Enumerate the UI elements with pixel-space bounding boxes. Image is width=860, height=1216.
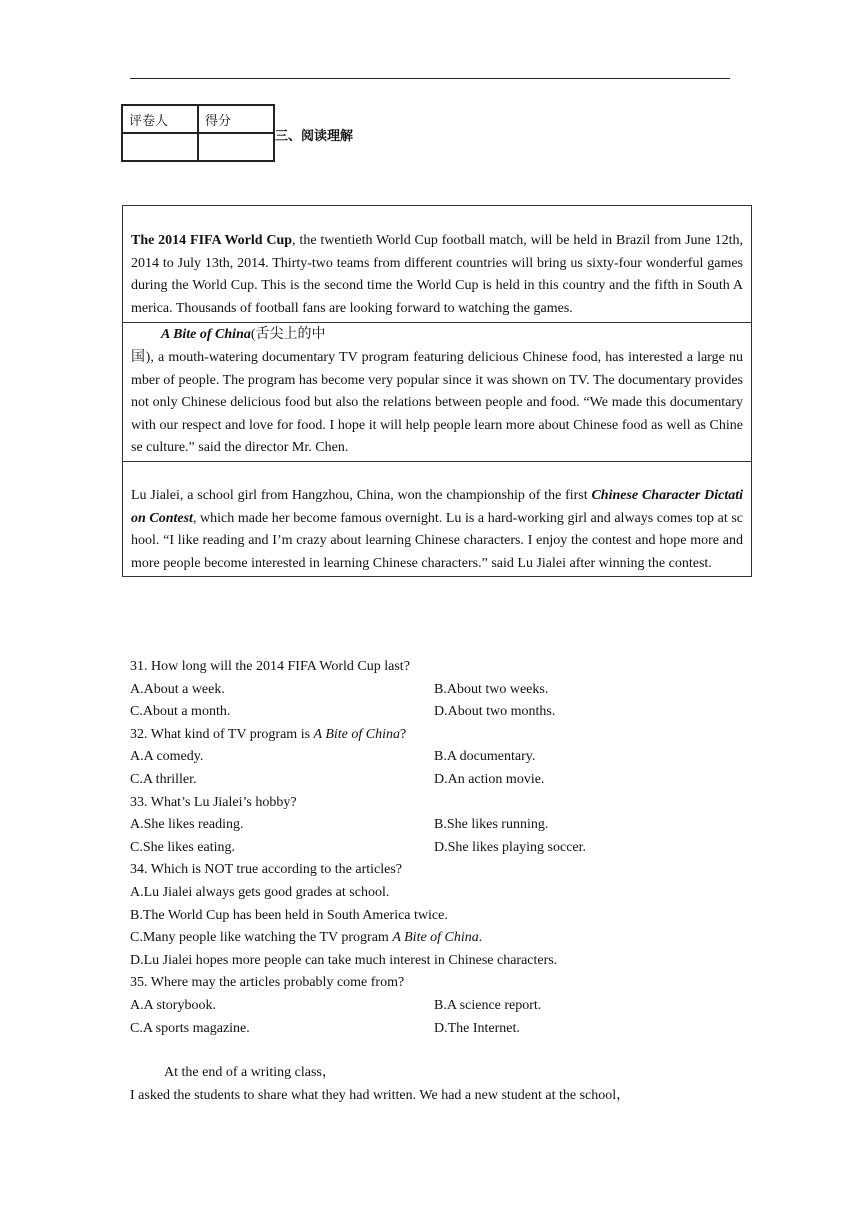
question-32-stem-end: ?: [400, 726, 407, 742]
question-32-option-c: C.A thriller.: [130, 771, 197, 787]
question-32-stem: [130, 724, 750, 747]
question-33-stem: 33. What’s Lu Jialei’s hobby?: [130, 794, 297, 810]
question-32-stem-title: A Bite of China: [313, 726, 401, 742]
question-31-option-c: C.About a month.: [130, 704, 231, 720]
passage-bite-of-china-first-line: [131, 324, 743, 347]
passage-world-cup-title: The 2014 FIFA World Cup: [131, 233, 293, 248]
question-33-options-row1: [130, 814, 750, 837]
question-34-option-c-end: .: [478, 930, 483, 946]
question-33-option-b: B.She likes running.: [434, 817, 549, 833]
passage-bite-of-china-chinese: (舌尖上的中: [250, 327, 326, 343]
question-34-option-c-title: A Bite of China: [392, 930, 479, 946]
question-32-option-b: B.A documentary.: [434, 749, 536, 765]
passage-bite-of-china-body: 国), a mouth-watering documentary TV program featuring delicious Chinese food, has interested a large number of people. The program has become very popular since it was shown on TV. The documentary provides not only Chinese delicious food but also the relations between people and food. “We made this documentary with our respect and love for food. I hope it will help people learn more about Chinese food as well as Chinese culture.” said the director Mr. Chen.: [131, 349, 743, 456]
question-34-option-a: A.Lu Jialei always gets good grades at school.: [130, 884, 390, 900]
question-35-option-c: C.A sports magazine.: [130, 1020, 250, 1036]
question-32-option-d: D.An action movie.: [434, 771, 545, 787]
section-title: 三、阅读理解: [275, 129, 354, 144]
question-31-stem: 31. How long will the 2014 FIFA World Cup last?: [130, 659, 410, 674]
question-31-option-a: A.About a week.: [130, 681, 225, 697]
score-cell: [198, 133, 274, 161]
question-31-options-row2: [130, 701, 750, 724]
question-35-options-row1: [130, 995, 750, 1018]
reviewer-label: 评卷人: [122, 105, 198, 133]
question-35-options-row2: [130, 1018, 750, 1041]
question-34-option-c: [130, 927, 750, 950]
question-31-options-row1: [130, 679, 750, 702]
passage-lu-jialei: [123, 461, 751, 576]
passage-world-cup: [123, 206, 751, 322]
score-label: 得分: [198, 105, 274, 133]
question-32-options-row2: [130, 769, 750, 792]
question-35-option-b: B.A science report.: [434, 997, 542, 1013]
passage-lu-jialei-start: Lu Jialei, a school girl from Hangzhou, China, won the championship of the first: [131, 487, 592, 503]
question-35-option-a: A.A storybook.: [130, 997, 216, 1013]
passage-lu-jialei-body: , which made her become famous overnight. Lu is a hard-working girl and always comes top at school. “I like reading and I’m crazy about learning Chinese characters. I enjoy the contest and hope more and more people become interested in learning Chinese characters.” said Lu Jialei after winning the contest.: [131, 510, 743, 571]
question-33-option-d: D.She likes playing soccer.: [434, 839, 587, 855]
question-33-options-row2: [130, 837, 750, 860]
passage-bite-of-china: [123, 322, 751, 461]
question-31-option-b: B.About two weeks.: [434, 681, 549, 697]
question-32-stem-text: 32. What kind of TV program is: [130, 726, 314, 742]
question-31-option-d: D.About two months.: [434, 704, 556, 720]
next-passage-line-1: At the end of a writing class，: [164, 1065, 336, 1080]
next-passage: [130, 1062, 750, 1107]
question-32-options-row1: [130, 746, 750, 769]
reviewer-cell: [122, 133, 198, 161]
question-33-option-c: C.She likes eating.: [130, 839, 235, 855]
reading-passages: [122, 205, 752, 577]
question-32-option-a: A.A comedy.: [130, 749, 204, 765]
passage-lu-jialei-contest: Chinese Character Dictation Contest: [131, 487, 743, 526]
question-35-option-d: D.The Internet.: [434, 1020, 520, 1036]
question-34-stem: 34. Which is NOT true according to the articles?: [130, 862, 403, 878]
score-box: [121, 104, 275, 162]
question-34-option-b: B.The World Cup has been held in South America twice.: [130, 907, 448, 923]
passage-bite-of-china-title: A Bite of China: [161, 327, 251, 343]
question-33-option-a: A.She likes reading.: [130, 817, 244, 833]
passage-world-cup-body: , the twentieth World Cup football match, will be held in Brazil from June 12th, 2014 to July 13th, 2014. Thirty-two teams from different countries will bring us sixty-four wonderful games during the World Cup. This is the second time the World Cup is held in this country and the fifth in South America. Thousands of football fans are looking forward to watching the games.: [131, 233, 743, 316]
question-35-stem: 35. Where may the articles probably come from?: [130, 975, 405, 991]
next-passage-line-2: I asked the students to share what they had written. We had a new student at the school，: [130, 1087, 631, 1103]
question-34-option-c-text: C.Many people like watching the TV program: [130, 930, 393, 946]
questions: [130, 656, 750, 1040]
header-rule: [130, 78, 730, 79]
question-34-option-d: D.Lu Jialei hopes more people can take much interest in Chinese characters.: [130, 952, 558, 968]
